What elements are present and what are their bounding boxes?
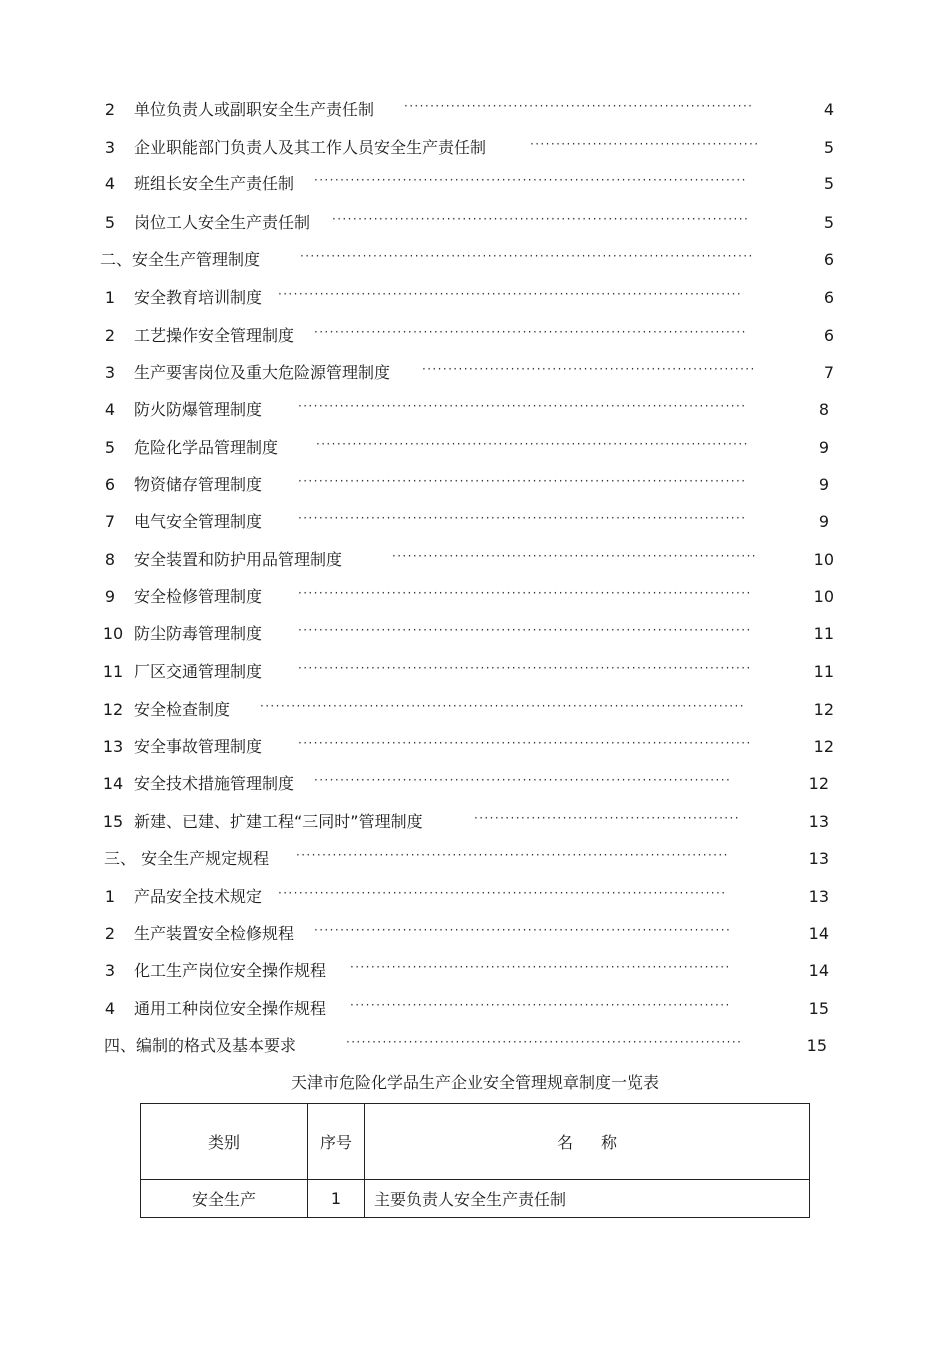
toc-leader-dots: ··················································· (474, 811, 740, 825)
toc-entry-label: 安全事故管理制度 (134, 737, 263, 756)
toc-entry-label: 单位负责人或副职安全生产责任制 (134, 100, 375, 119)
toc-entry-number: 1 (104, 887, 116, 906)
toc-entry-label: 安全检查制度 (134, 700, 231, 719)
toc-entry-label: 防火防爆管理制度 (134, 400, 263, 419)
toc-entry-number: 10 (102, 624, 124, 643)
toc-leader-dots: ······················································································· (300, 249, 754, 263)
toc-entry-label: 安全技术措施管理制度 (134, 774, 295, 793)
toc-entry-number: 3 (104, 363, 116, 382)
toc-entry-page: 6 (823, 326, 834, 345)
toc-entry-page: 11 (813, 624, 834, 643)
toc-leader-dots: ············································································ (346, 1035, 743, 1049)
toc-leader-dots: ······················································································ (298, 474, 747, 488)
toc-entry-number: 2 (104, 924, 116, 943)
toc-entry-page: 14 (808, 924, 829, 943)
toc-entry-page: 5 (823, 138, 834, 157)
toc-entry-label: 电气安全管理制度 (134, 512, 263, 531)
toc-entry-page: 14 (808, 961, 829, 980)
toc-leader-dots: ············································ (530, 137, 760, 151)
cell-category: 安全生产 (141, 1180, 308, 1218)
toc-entry[interactable] (0, 959, 950, 983)
toc-entry-label: 厂区交通管理制度 (134, 662, 263, 681)
toc-entry-page: 9 (818, 512, 829, 531)
toc-entry[interactable] (0, 698, 950, 722)
toc-entry-page: 12 (808, 774, 829, 793)
header-seq: 序号 (308, 1104, 365, 1180)
toc-entry-page: 8 (818, 400, 829, 419)
toc-entry[interactable] (0, 548, 950, 572)
toc-entry[interactable] (0, 1034, 950, 1058)
toc-entry-label: 危险化学品管理制度 (134, 438, 279, 457)
toc-entry-page: 9 (818, 438, 829, 457)
table-title: 天津市危险化学品生产企业安全管理规章制度一览表 (290, 1073, 659, 1092)
toc-entry-label: 工艺操作安全管理制度 (134, 326, 295, 345)
toc-entry-label: 生产要害岗位及重大危险源管理制度 (134, 363, 391, 382)
toc-leader-dots: ········································································· (350, 960, 731, 974)
toc-entry-label: 企业职能部门负责人及其工作人员安全生产责任制 (134, 138, 487, 157)
toc-entry-number: 9 (104, 587, 116, 606)
cell-seq: 1 (308, 1180, 365, 1218)
toc-entry-label: 产品安全技术规定 (134, 887, 263, 906)
toc-entry-number: 4 (104, 999, 116, 1018)
toc-leader-dots: ······································································ (392, 549, 758, 563)
toc-entry-number: 2 (104, 326, 116, 345)
toc-leader-dots: ······················································································ (298, 511, 747, 525)
toc-entry[interactable] (0, 248, 950, 272)
toc-entry[interactable] (0, 772, 950, 796)
toc-entry-label: 安全教育培训制度 (134, 288, 263, 307)
header-name: 名称 (365, 1104, 810, 1180)
toc-leader-dots: ················································································ (314, 773, 732, 787)
toc-entry[interactable] (0, 997, 950, 1021)
toc-entry-page: 10 (813, 550, 834, 569)
toc-entry[interactable] (0, 660, 950, 684)
toc-leader-dots: ··················································································· (314, 173, 747, 187)
toc-entry[interactable] (0, 922, 950, 946)
toc-entry-page: 12 (813, 737, 834, 756)
toc-entry[interactable] (0, 136, 950, 160)
toc-entry-label: 新建、已建、扩建工程“三同时”管理制度 (134, 812, 423, 831)
toc-entry[interactable] (0, 436, 950, 460)
toc-entry-page: 6 (823, 288, 834, 307)
header-category: 类别 (141, 1104, 308, 1180)
toc-entry-label: 二、安全生产管理制度 (100, 250, 261, 269)
toc-leader-dots: ················································································ (332, 212, 750, 226)
toc-leader-dots: ······················································································ (278, 886, 727, 900)
toc-entry-label: 岗位工人安全生产责任制 (134, 213, 311, 232)
toc-entry[interactable] (0, 885, 950, 909)
toc-entry-label: 班组长安全生产责任制 (134, 174, 295, 193)
toc-entry[interactable] (0, 286, 950, 310)
toc-leader-dots: ······················································································ (298, 399, 747, 413)
toc-leader-dots: ································································ (422, 362, 756, 376)
toc-entry-number: 14 (102, 774, 124, 793)
toc-entry[interactable] (0, 324, 950, 348)
toc-entry-page: 13 (808, 812, 829, 831)
toc-entry-page: 10 (813, 587, 834, 606)
toc-entry-page: 12 (813, 700, 834, 719)
toc-leader-dots: ··················································································· (314, 325, 747, 339)
toc-leader-dots: ··················································································· (296, 848, 729, 862)
toc-entry-page: 15 (808, 999, 829, 1018)
regulations-table (140, 1103, 810, 1218)
toc-entry[interactable] (0, 622, 950, 646)
toc-entry[interactable] (0, 172, 950, 196)
toc-entry-number: 5 (104, 438, 116, 457)
toc-entry-label: 生产装置安全检修规程 (134, 924, 295, 943)
toc-entry-page: 4 (823, 100, 834, 119)
toc-leader-dots: ······················································································· (298, 586, 752, 600)
toc-entry-number: 1 (104, 288, 116, 307)
toc-entry-number: 13 (102, 737, 124, 756)
toc-entry-page: 6 (823, 250, 834, 269)
toc-entry-number: 5 (104, 213, 116, 232)
toc-entry-label: 安全检修管理制度 (134, 587, 263, 606)
toc-entry-label: 通用工种岗位安全操作规程 (134, 999, 327, 1018)
cell-name: 主要负责人安全生产责任制 (365, 1180, 810, 1218)
toc-entry-number: 12 (102, 700, 124, 719)
toc-entry-page: 7 (823, 363, 834, 382)
toc-entry[interactable] (0, 473, 950, 497)
toc-entry[interactable] (0, 98, 950, 122)
toc-entry-number: 11 (102, 662, 124, 681)
toc-entry-number: 15 (102, 812, 124, 831)
toc-entry[interactable] (0, 735, 950, 759)
toc-leader-dots: ······················································································· (298, 661, 752, 675)
toc-entry[interactable] (0, 585, 950, 609)
toc-leader-dots: ··································································· (404, 99, 754, 113)
toc-leader-dots: ················································································ (314, 923, 732, 937)
toc-entry-label: 四、编制的格式及基本要求 (104, 1036, 297, 1055)
toc-entry-label: 三、 安全生产规定规程 (104, 849, 270, 868)
toc-entry-page: 13 (808, 849, 829, 868)
toc-entry-number: 4 (104, 174, 116, 193)
toc-entry-label: 防尘防毒管理制度 (134, 624, 263, 643)
toc-entry[interactable] (0, 211, 950, 235)
toc-entry-page: 15 (806, 1036, 827, 1055)
toc-entry-number: 7 (104, 512, 116, 531)
toc-entry-page: 5 (823, 174, 834, 193)
toc-leader-dots: ······················································································· (298, 736, 752, 750)
toc-entry[interactable] (0, 398, 950, 422)
toc-leader-dots: ··················································································· (316, 437, 749, 451)
table-row (141, 1180, 810, 1218)
toc-entry[interactable] (0, 810, 950, 834)
toc-entry-label: 安全装置和防护用品管理制度 (134, 550, 343, 569)
toc-leader-dots: ······················································································· (298, 623, 752, 637)
toc-entry-label: 化工生产岗位安全操作规程 (134, 961, 327, 980)
toc-entry-page: 11 (813, 662, 834, 681)
toc-entry-number: 6 (104, 475, 116, 494)
toc-entry[interactable] (0, 510, 950, 534)
toc-entry-page: 9 (818, 475, 829, 494)
toc-entry[interactable] (0, 361, 950, 385)
toc-entry-number: 3 (104, 961, 116, 980)
toc-entry-number: 4 (104, 400, 116, 419)
toc-leader-dots: ····························································································· (260, 699, 745, 713)
table-header-row (141, 1104, 810, 1180)
toc-entry-label: 物资储存管理制度 (134, 475, 263, 494)
toc-entry-number: 8 (104, 550, 116, 569)
toc-entry-number: 3 (104, 138, 116, 157)
toc-leader-dots: ························································································· (278, 287, 743, 301)
toc-entry[interactable] (0, 847, 950, 871)
toc-entry-number: 2 (104, 100, 116, 119)
toc-leader-dots: ········································································· (350, 998, 731, 1012)
toc-entry-page: 5 (823, 213, 834, 232)
toc-entry-page: 13 (808, 887, 829, 906)
